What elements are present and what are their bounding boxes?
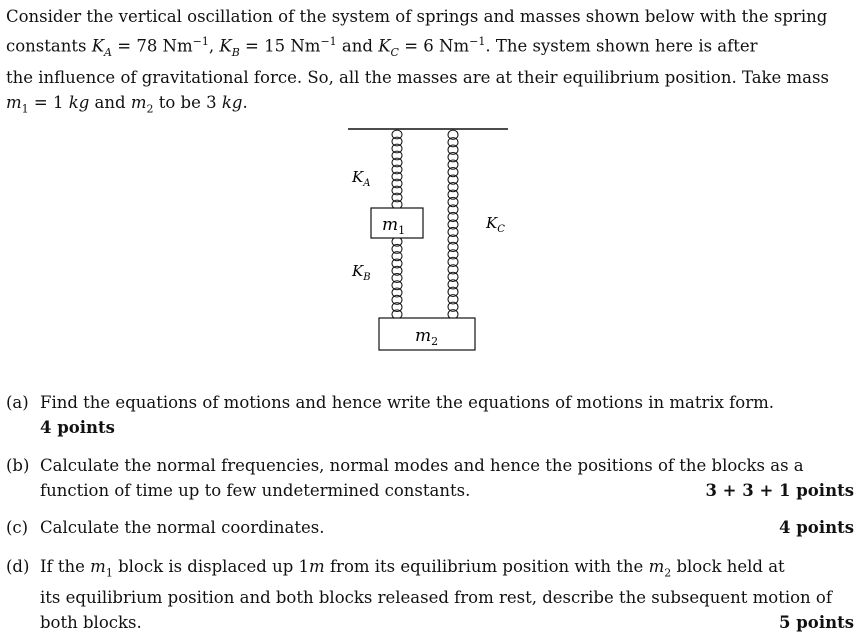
question-a — [6, 390, 854, 440]
spring-kc-label: $K_C$ — [486, 214, 505, 235]
spring-kb-label: $K_B$ — [352, 262, 371, 283]
question-c-text: Calculate the normal coordinates. — [40, 518, 325, 537]
problem-intro — [6, 4, 854, 121]
intro-line-3: the influence of gravitational force. So, all the masses are at their equilibrium position. Take mass — [6, 67, 829, 87]
question-a-points: 4 points — [40, 418, 115, 437]
mass-m2-label: $m_2$ — [415, 326, 439, 348]
question-d — [6, 554, 854, 635]
question-b-line-2: function of time up to few undetermined constants. — [40, 481, 471, 500]
spring-ka — [392, 130, 402, 209]
question-c-label: (c) — [6, 518, 29, 537]
question-d-line-2: its equilibrium position and both blocks released from rest, describe the subsequent motion of — [40, 588, 832, 608]
spring-mass-diagram — [340, 122, 520, 354]
spring-kc — [448, 130, 458, 319]
question-c-points: 4 points — [779, 518, 854, 537]
question-d-line-1: If the $m_1$ block is displaced up 1m from its equilibrium position with the $m_2$ block held at — [40, 557, 785, 580]
question-d-line-3: both blocks. — [40, 613, 142, 633]
intro-line-1: Consider the vertical oscillation of the system of springs and masses shown below with the spring — [6, 7, 828, 26]
question-d-points: 5 points — [779, 613, 854, 633]
question-a-label: (a) — [6, 393, 29, 412]
mass-m1-label: $m_1$ — [382, 215, 406, 237]
question-b-points: 3 + 3 + 1 points — [705, 481, 854, 500]
question-b-line-1: Calculate the normal frequencies, normal modes and hence the positions of the blocks as a — [40, 456, 804, 475]
question-c — [6, 515, 854, 540]
spring-kb — [392, 237, 402, 319]
intro-line-4: $m_1 = 1$ kg and $m_2$ to be 3 kg. — [6, 92, 248, 116]
spring-ka-label: $K_A$ — [352, 168, 371, 189]
intro-line-2: constants $K_A = 78$ $Nm^{-1}$, $K_B = 15$ $Nm^{-1}$ and $K_C = 6$ $Nm^{-1}$. The system shown here is after — [6, 35, 758, 59]
question-b — [6, 453, 854, 503]
question-a-text: Find the equations of motions and hence write the equations of motions in matrix form. — [40, 393, 774, 412]
question-b-label: (b) — [6, 456, 30, 475]
question-d-label: (d) — [6, 557, 30, 576]
